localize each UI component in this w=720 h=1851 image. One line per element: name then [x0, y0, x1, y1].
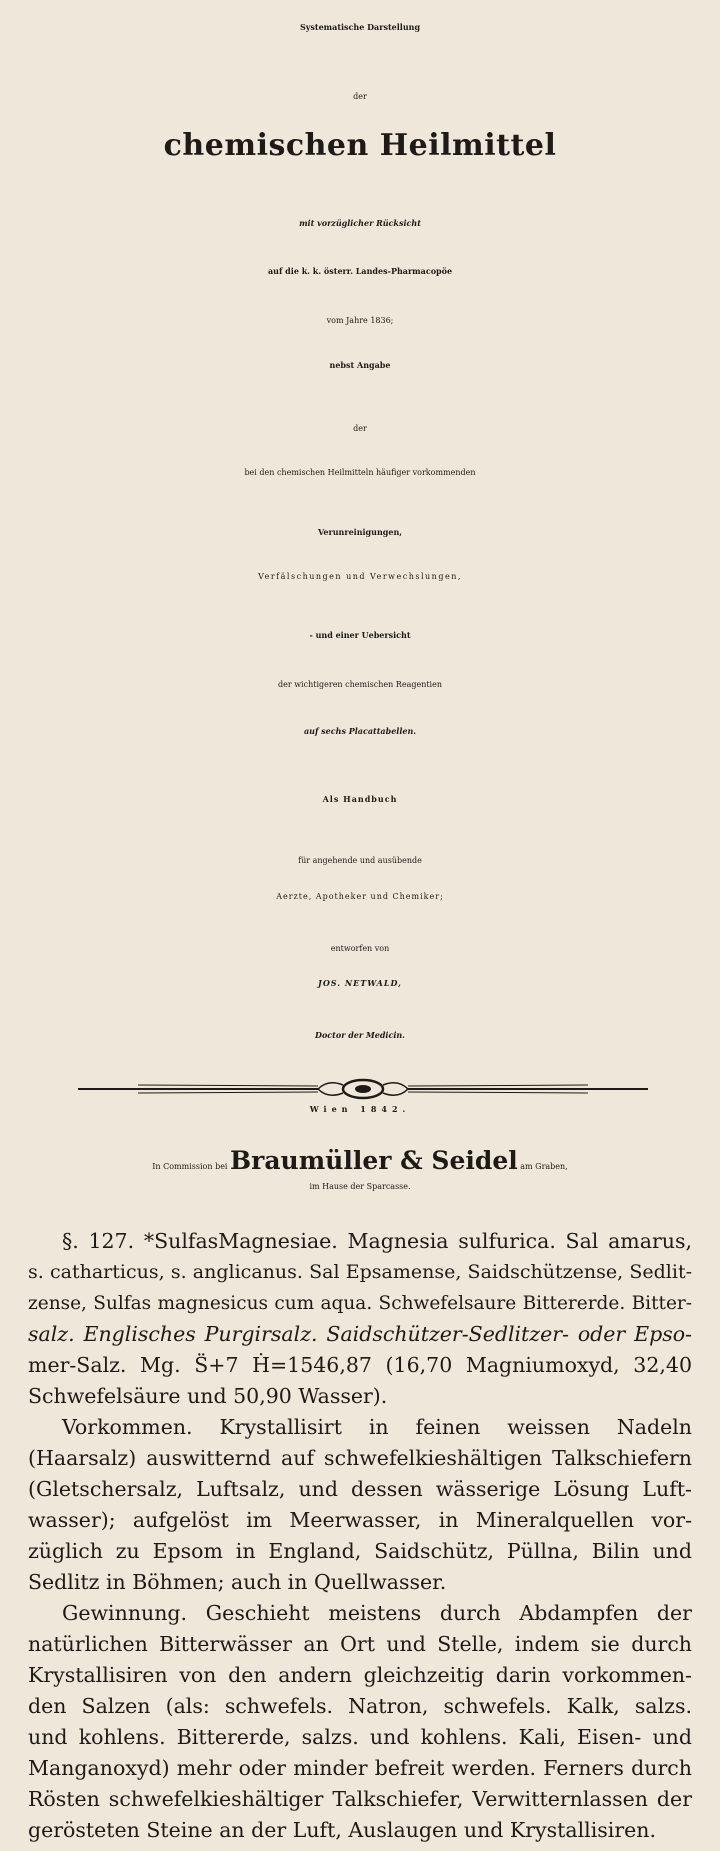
- subtitle-verfalschungen: Verfälschungen und Verwechslungen,: [258, 572, 462, 581]
- title-line-1: Systematische Darstellung: [299, 22, 421, 32]
- text-line: (Haarsalz) auswitternd auf schwefelkieshältigen Talkschiefern: [28, 1446, 692, 1470]
- imprint-address: im Hause der Sparcasse.: [309, 1182, 411, 1191]
- subtitle-rucksicht: mit vorzüglicher Rücksicht: [299, 218, 421, 228]
- text-line: s. catharticus, s. anglicanus. Sal Epsamense, Saidschützense, Sedlit-: [28, 1261, 692, 1283]
- subtitle-audience-2: Aerzte, Apotheker und Chemiker;: [276, 892, 444, 901]
- subtitle-year: vom Jahre 1836;: [326, 316, 394, 325]
- paragraph-127: [28, 1226, 692, 1412]
- text-line: (Gletschersalz, Luftsalz, und dessen wässerige Lösung Luft-: [28, 1477, 692, 1501]
- subtitle-entworfen: entworfen von: [330, 944, 390, 953]
- subtitle-verunreinigungen: Verunreinigungen,: [317, 527, 403, 537]
- main-title: chemischen Heilmittel: [163, 128, 557, 163]
- text-line: Manganoxyd) mehr oder minder befreit werden. Ferners durch: [28, 1756, 692, 1780]
- text-line: Rösten schwefelkieshältiger Talkschiefer, Verwitternlassen der: [28, 1787, 692, 1811]
- subtitle-reagentien: der wichtigeren chemischen Reagentien: [277, 680, 443, 689]
- paragraph-vorkommen: [28, 1412, 692, 1598]
- imprint-city-year: Wien 1842.: [309, 1104, 411, 1114]
- text-line: salz. Englisches Purgirsalz. Saidschützer-Sedlitzer- oder Epso-: [28, 1322, 692, 1346]
- text-line: zense, Sulfas magnesicus cum aqua. Schwefelsaure Bittererde. Bitter-: [28, 1293, 692, 1314]
- subtitle-nebst-angabe: nebst Angabe: [329, 360, 391, 370]
- text-line: den Salzen (als: schwefels. Natron, schwefels. Kalk, salzs.: [28, 1694, 692, 1718]
- imprint-commission-pre: In Commission bei: [152, 1162, 228, 1171]
- imprint-commission-post: am Graben,: [520, 1162, 568, 1171]
- ornament-divider: [78, 1074, 648, 1104]
- subtitle-bei-den: bei den chemischen Heilmitteln häufiger vorkommenden: [244, 468, 476, 477]
- imprint-commission: [0, 1146, 720, 1175]
- text-line: Krystallisiren von den andern gleichzeitig darin vorkommen-: [28, 1663, 692, 1687]
- text-line: Schwefelsäure und 50,90 Wasser).: [28, 1384, 388, 1408]
- text-line: wasser); aufgelöst im Meerwasser, in Mineralquellen vor-: [28, 1508, 692, 1532]
- text-line: gerösteten Steine an der Luft, Auslaugen und Krystallisiren.: [28, 1818, 656, 1842]
- paragraph-gewinnung: [28, 1598, 692, 1846]
- text-line: Gewinnung. Geschieht meistens durch Abdampfen der: [62, 1601, 692, 1625]
- subtitle-pharmacopoe: auf die k. k. österr. Landes-Pharmacopöe: [267, 266, 453, 276]
- text-line: Vorkommen. Krystallisirt in feinen weissen Nadeln: [62, 1415, 692, 1439]
- text-line: mer-Salz. Mg. S̈+7 Ḣ=1546,87 (16,70 Magniumoxyd, 32,40: [28, 1353, 692, 1377]
- author-title: Doctor der Medicin.: [315, 1030, 405, 1040]
- title-der-1: der: [353, 92, 367, 101]
- text-line: und kohlens. Bittererde, salzs. und kohlens. Kali, Eisen- und: [28, 1725, 692, 1749]
- text-line: §. 127. *SulfasMagnesiae. Magnesia sulfurica. Sal amarus,: [62, 1229, 692, 1253]
- imprint-publisher: Braumüller & Seidel: [230, 1146, 518, 1175]
- title-der-2: der: [353, 424, 367, 433]
- subtitle-handbuch: Als Handbuch: [322, 794, 398, 804]
- subtitle-uebersicht: - und einer Uebersicht: [309, 630, 411, 640]
- text-line: Sedlitz in Böhmen; auch in Quellwasser.: [28, 1570, 447, 1594]
- author-name: JOS. NETWALD,: [318, 978, 402, 988]
- subtitle-placattabellen: auf sechs Placattabellen.: [303, 726, 417, 736]
- text-line: züglich zu Epsom in England, Saidschütz, Püllna, Bilin und: [28, 1539, 692, 1563]
- subtitle-audience-1: für angehende und ausübende: [298, 856, 422, 865]
- text-line: natürlichen Bitterwässer an Ort und Stelle, indem sie durch: [28, 1632, 692, 1656]
